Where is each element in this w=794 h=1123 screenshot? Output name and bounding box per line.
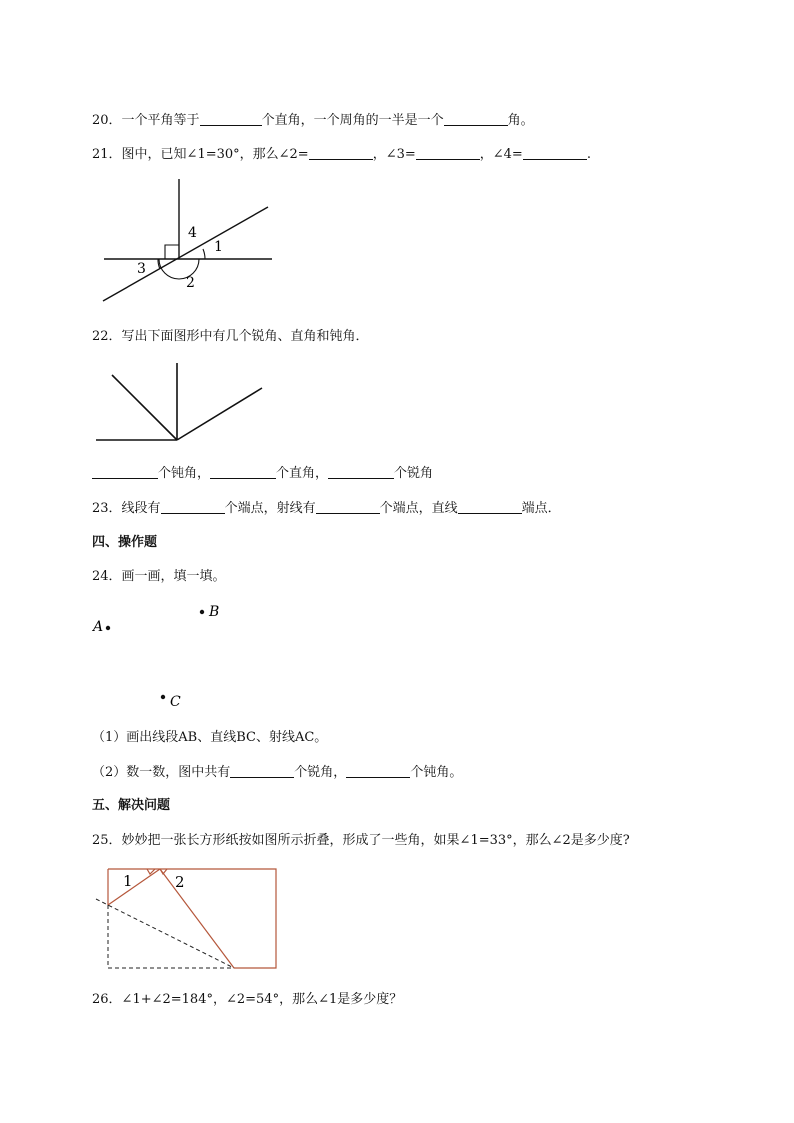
question-text: 个直角，一个周角的一半是一个	[261, 113, 444, 128]
answer-blank[interactable]	[161, 499, 225, 514]
point-b-dot	[200, 610, 204, 614]
question-text: 个端点，直线	[379, 501, 458, 516]
points-figure-q24	[90, 600, 230, 712]
question-text: 角。	[507, 113, 534, 128]
answer-blank[interactable]	[200, 111, 262, 126]
label-angle2: 2	[186, 275, 195, 291]
question-text: 个锐角，	[294, 765, 347, 780]
question-24	[92, 568, 226, 586]
question-20	[92, 111, 534, 130]
question-24-part2	[92, 763, 462, 782]
label-angle2: 2	[175, 873, 185, 891]
answer-label: 个锐角	[394, 466, 434, 481]
left-slant-ray	[112, 375, 177, 440]
question-22-answers	[92, 464, 433, 483]
label-angle3: 3	[137, 261, 146, 277]
answer-blank[interactable]	[316, 499, 380, 514]
angles-figure-q21	[100, 175, 280, 305]
answer-label: 个钝角，	[158, 466, 211, 481]
question-number: 25．	[92, 833, 122, 848]
question-26	[92, 991, 402, 1009]
question-text: 画一画，填一填。	[121, 569, 226, 584]
question-25	[92, 832, 630, 850]
point-a-label: A	[93, 619, 104, 635]
question-text: 数一数，图中共有	[126, 765, 231, 780]
question-number: 23．	[92, 501, 122, 516]
answer-blank[interactable]	[444, 111, 508, 126]
question-number: 21．	[92, 147, 122, 162]
question-24-part1	[92, 729, 327, 747]
right-slant-ray	[177, 388, 262, 440]
point-a-dot	[106, 626, 110, 630]
paper-outline	[108, 869, 276, 968]
question-number: 24．	[92, 569, 122, 584]
section-heading: 四、操作题	[92, 535, 158, 550]
question-text: ∠1+∠2=184°，∠2=54°，那么∠1是多少度？	[121, 992, 403, 1007]
answer-blank-acute[interactable]	[230, 763, 294, 778]
angle1-arc	[203, 249, 205, 259]
question-text: 画出线段AB、直线BC、射线AC。	[126, 730, 328, 745]
question-text: 写出下面图形中有几个锐角、直角和钝角．	[121, 329, 369, 344]
section-heading: 五、解决问题	[92, 798, 171, 813]
question-number: 20．	[92, 113, 122, 128]
sub-question-number: （1）	[92, 730, 127, 745]
question-text: 妙妙把一张长方形纸按如图所示折叠，形成了一些角，如果∠1=33°，那么∠2是多少度?	[121, 833, 630, 848]
point-b-label: B	[209, 604, 220, 620]
label-angle1: 1	[214, 239, 223, 255]
question-text: 线段有	[121, 501, 161, 516]
angles-figure-q22	[92, 360, 272, 446]
fold-dashed-lines	[96, 899, 234, 968]
question-text: ，∠3=	[372, 147, 416, 162]
label-angle1: 1	[123, 872, 133, 890]
answer-blank-right[interactable]	[210, 464, 276, 479]
question-text: 个端点，射线有	[224, 501, 316, 516]
question-21	[92, 145, 591, 164]
answer-blank-obtuse[interactable]	[92, 464, 158, 479]
answer-blank-acute[interactable]	[328, 464, 394, 479]
question-text: 端点．	[521, 501, 561, 516]
answer-blank-obtuse[interactable]	[346, 763, 410, 778]
folded-paper-figure-q25	[92, 865, 282, 975]
question-22	[92, 328, 369, 346]
question-number: 26．	[92, 992, 122, 1007]
question-text: .	[586, 147, 591, 162]
sub-question-number: （2）	[92, 765, 127, 780]
right-angle-mark	[165, 245, 179, 259]
question-text: 图中，已知∠1=30°，那么∠2=	[121, 147, 309, 162]
question-text: 一个平角等于	[121, 113, 200, 128]
label-angle4: 4	[188, 225, 197, 241]
point-c-dot	[161, 695, 165, 699]
answer-blank-angle2[interactable]	[309, 145, 373, 160]
answer-label: 个直角，	[276, 466, 329, 481]
answer-blank-angle3[interactable]	[416, 145, 480, 160]
point-c-label: C	[170, 694, 181, 710]
question-text: 个钝角。	[410, 765, 463, 780]
answer-blank-angle4[interactable]	[523, 145, 587, 160]
question-number: 22．	[92, 329, 122, 344]
answer-blank[interactable]	[458, 499, 522, 514]
question-text: ，∠4=	[479, 147, 523, 162]
question-23	[92, 499, 561, 518]
